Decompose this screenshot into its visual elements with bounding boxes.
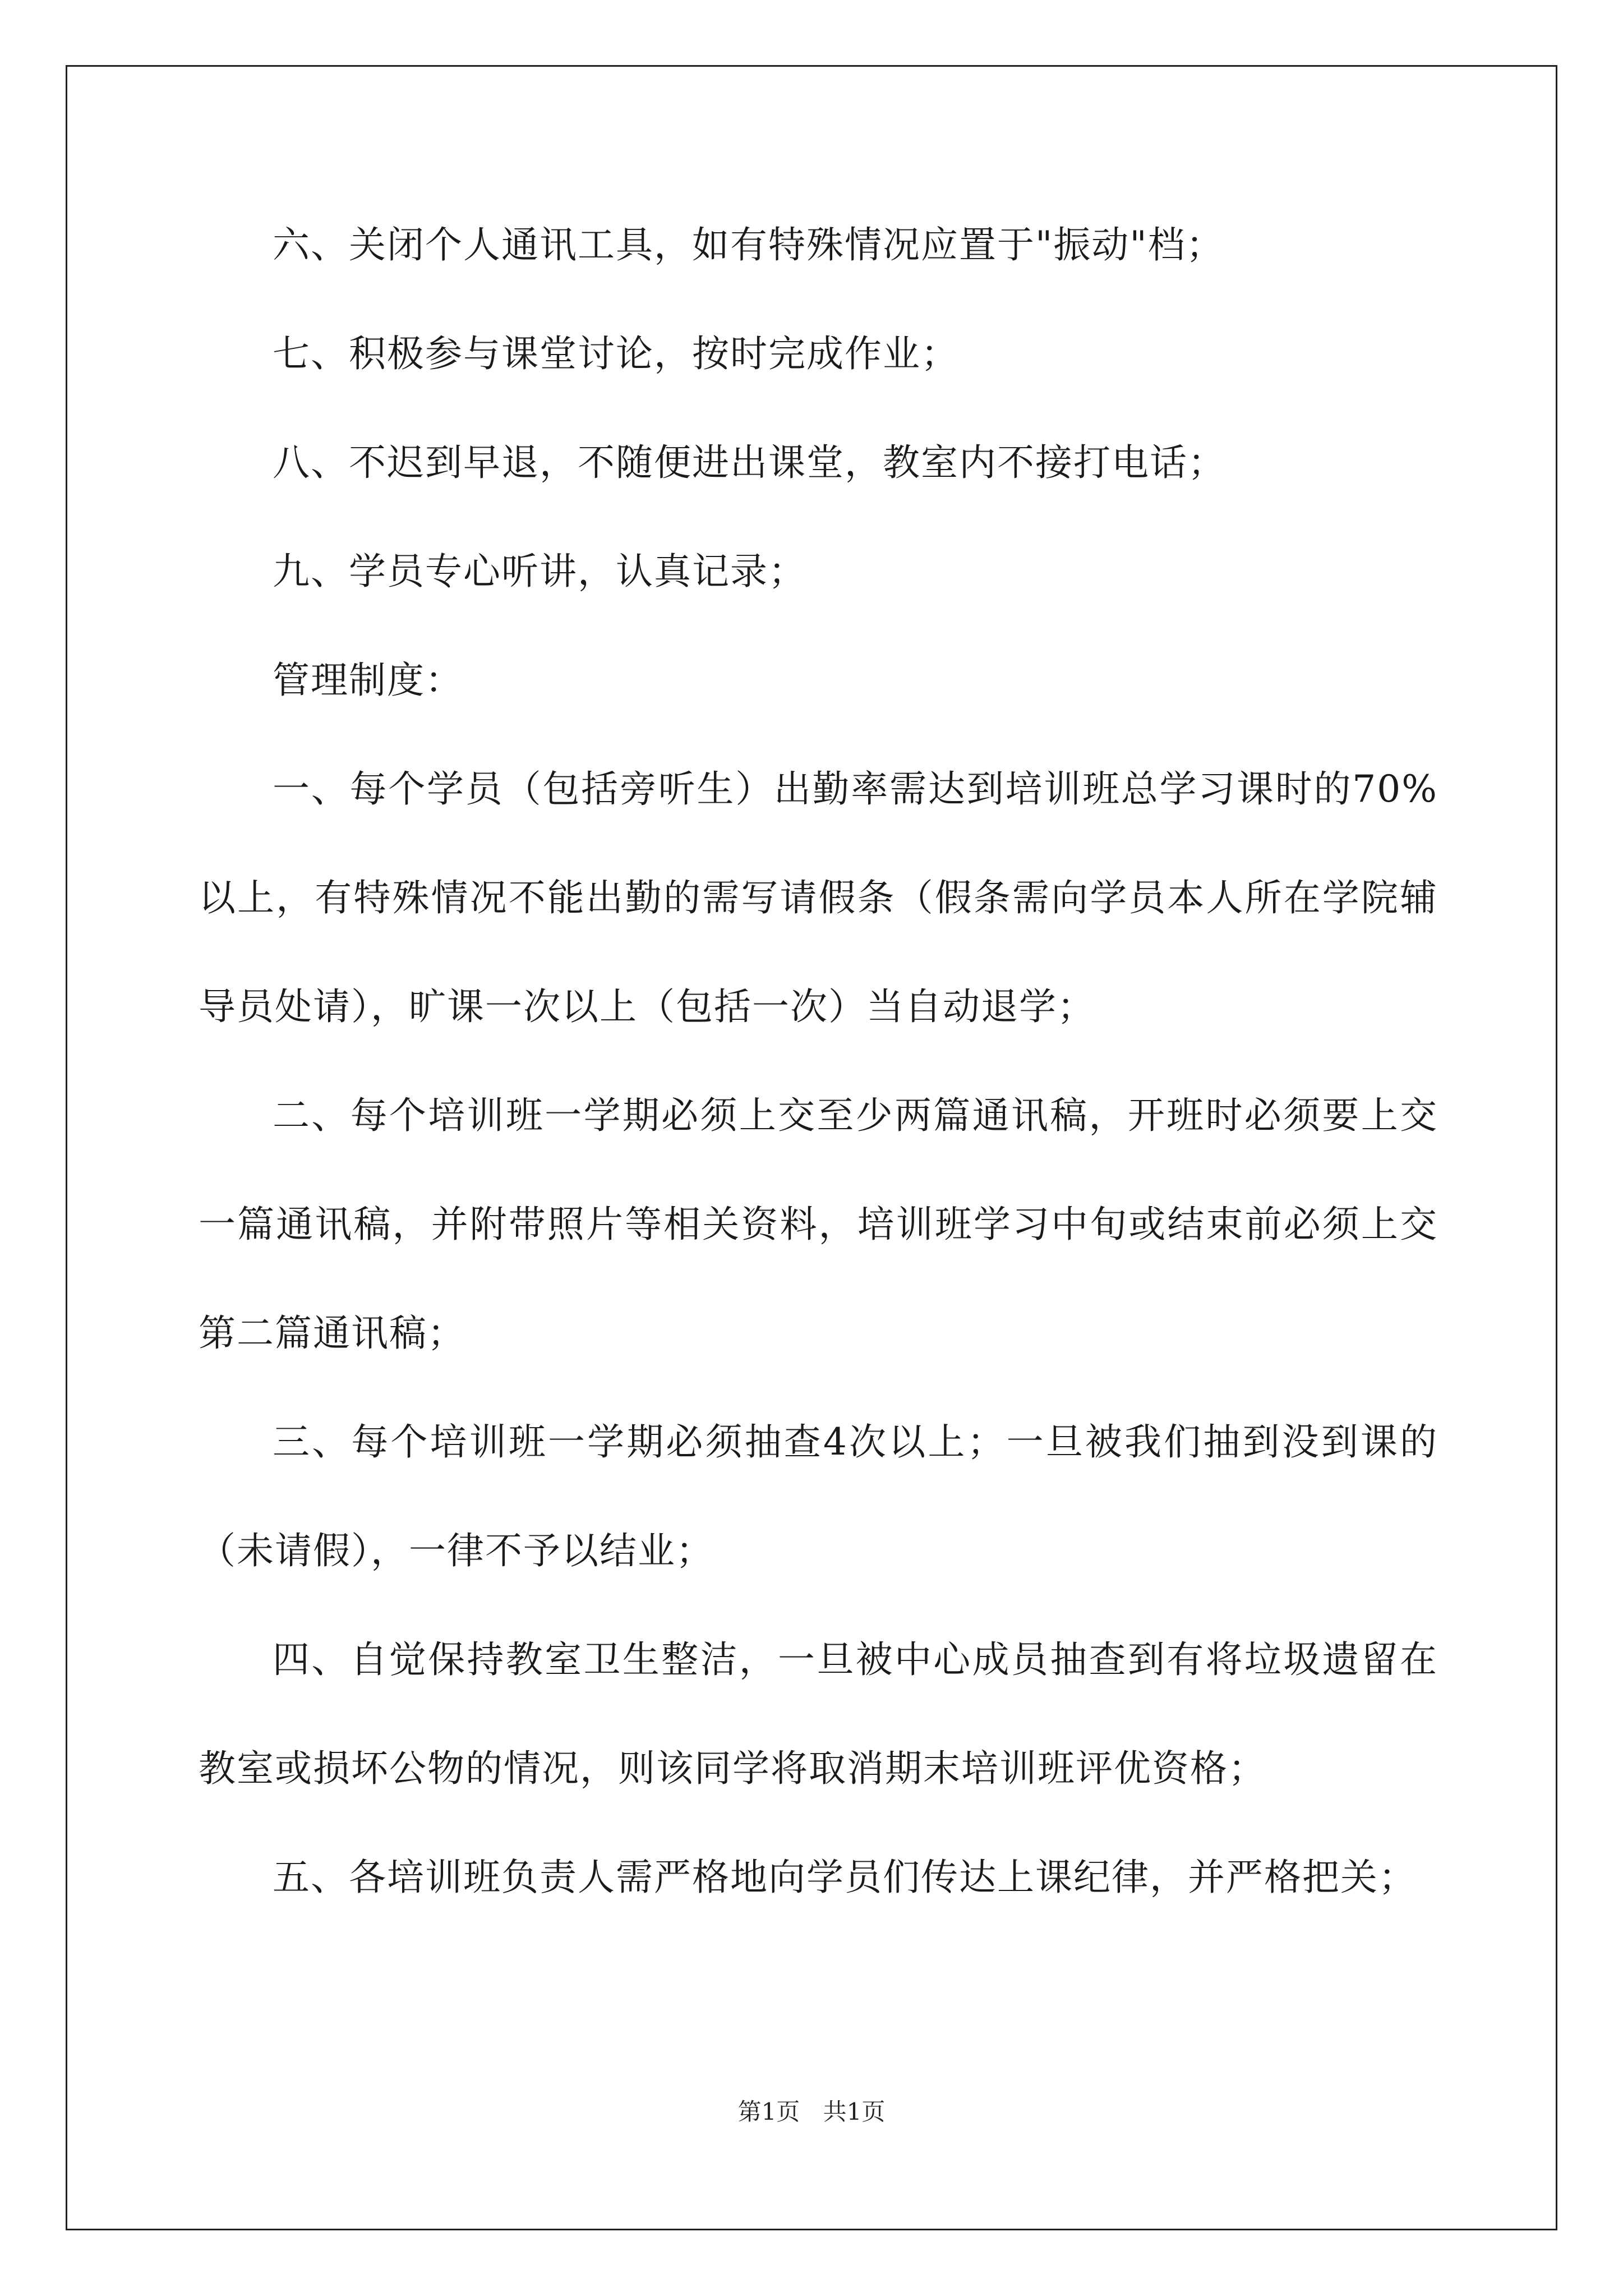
page-footer <box>0 2095 1623 2129</box>
document-body <box>199 191 1438 1932</box>
rule-item-6: 六、关闭个人通讯工具，如有特殊情况应置于"振动"档； <box>273 223 1224 266</box>
rule-item-9: 九、学员专心听讲，认真记录； <box>273 550 806 593</box>
rule-item-7: 七、积极参与课堂讨论，按时完成作业； <box>273 332 959 375</box>
policy-item-5: 五、各培训班负责人需严格地向学员们传达上课纪律，并严格把关； <box>273 1856 1417 1899</box>
policy-item-2: 二、每个培训班一学期必须上交至少两篇通讯稿，开班时必须要上交一篇通讯稿，并附带照片等相关资料，培训班学习中旬或结束前必须上交第二篇通讯稿； <box>199 1094 1438 1355</box>
policy-item-1: 一、每个学员（包括旁听生）出勤率需达到培训班总学习课时的70%以上，有特殊情况不能出勤的需写请假条（假条需向学员本人所在学院辅导员处请），旷课一次以上（包括一次）当自动退学； <box>199 767 1438 1028</box>
page-number: 第1页 <box>737 2098 800 2125</box>
policy-item-3: 三、每个培训班一学期必须抽查4次以上；一旦被我们抽到没到课的（未请假），一律不予以结业； <box>199 1420 1438 1572</box>
page-total: 共1页 <box>823 2098 886 2125</box>
policy-item-4: 四、自觉保持教室卫生整洁，一旦被中心成员抽查到有将垃圾遗留在教室或损坏公物的情况，则该同学将取消期末培训班评优资格； <box>199 1638 1438 1790</box>
section-heading: 管理制度： <box>273 659 463 702</box>
rule-item-8: 八、不迟到早退，不随便进出课堂，教室内不接打电话； <box>273 441 1226 484</box>
